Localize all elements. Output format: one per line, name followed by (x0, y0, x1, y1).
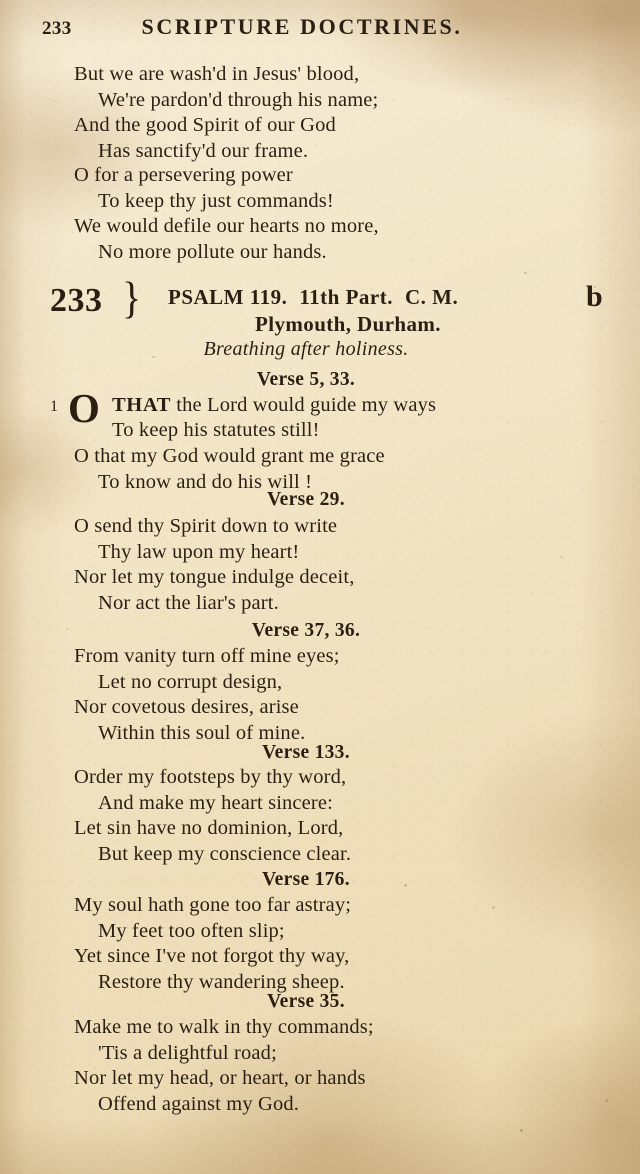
stanza-2 (0, 514, 640, 616)
verse-line: O that my God would grant me grace (74, 445, 385, 467)
hymn-number: 233 (50, 282, 103, 319)
verse-heading: Verse 133. (262, 742, 350, 763)
line-text: the Lord would guide my ways (170, 394, 437, 416)
verse-line (0, 644, 640, 670)
verse-line: Let sin have no dominion, Lord, (74, 817, 344, 840)
verse-line (0, 163, 640, 189)
verse-line (0, 765, 640, 791)
psalm-designation (168, 285, 458, 310)
folio-number: 233 (42, 18, 72, 39)
tune-names: Plymouth, Durham. (255, 312, 441, 336)
line-text: From vanity turn off mine eyes; (74, 645, 340, 667)
stanza-5 (0, 893, 640, 995)
psalm-label: PSALM 119. (168, 285, 288, 309)
verse-line: To know and do his will ! (98, 471, 313, 493)
verse-line (112, 394, 436, 417)
verse-line: And make my heart sincere: (98, 791, 334, 814)
verse-line: Let no corrupt design, (98, 670, 283, 693)
hymn-subtitle: Breathing after holiness. (203, 338, 409, 360)
stanza-continued-3 (0, 62, 640, 164)
line-text: O send thy Spirit down to write (74, 515, 338, 537)
verse-line: Nor act the liar's part. (98, 591, 279, 614)
verse-line: Has sanctify'd our frame. (98, 139, 309, 162)
verse-heading: Verse 29. (267, 489, 345, 510)
running-title: SCRIPTURE DOCTRINES. (141, 14, 463, 39)
verse-line (0, 62, 640, 88)
stanza-4 (0, 765, 640, 867)
verse-heading: Verse 37, 36. (251, 620, 361, 641)
verse-line: But keep my conscience clear. (98, 842, 352, 865)
running-head (0, 14, 640, 44)
line-text: My soul hath gone too far astray; (74, 894, 352, 916)
psalm-part: 11th Part. (299, 285, 393, 309)
stanza-continued-4 (0, 163, 640, 265)
brace-glyph: } (122, 272, 142, 323)
verse-line: Thy law upon my heart! (98, 540, 300, 563)
verse-line (0, 1015, 640, 1041)
line-text: But we are wash'd in Jesus' blood, (74, 63, 360, 85)
verse-line: Restore thy wandering sheep. (98, 970, 345, 993)
verse-line: Nor let my head, or heart, or hands (74, 1067, 366, 1090)
meter-label: C. M. (405, 285, 459, 309)
verse-line (0, 514, 640, 540)
verse-line: To keep his statutes still! (112, 419, 320, 441)
verse-line: 'Tis a delightful road; (98, 1041, 277, 1064)
verse-heading: Verse 5, 33. (256, 369, 356, 390)
verse-line: Within this soul of mine. (98, 721, 306, 744)
stanza-3 (0, 644, 640, 746)
line-text: Make me to walk in thy commands; (74, 1016, 374, 1038)
verse-line: And the good Spirit of our God (74, 114, 336, 137)
line-text-caps: THAT (112, 394, 171, 416)
drop-cap: O (68, 385, 100, 431)
verse-line: Offend against my God. (98, 1092, 300, 1115)
verse-line: We're pardon'd through his name; (98, 88, 379, 111)
verse-line: Yet since I've not forgot thy way, (74, 945, 350, 968)
verse-line: Nor covetous desires, arise (74, 696, 299, 719)
line-text: Order my footsteps by thy word, (74, 766, 347, 788)
stanza-6 (0, 1015, 640, 1117)
verse-line: To keep thy just commands! (98, 189, 334, 212)
flat-margin-mark: b (586, 280, 603, 313)
verse-line (0, 893, 640, 919)
verse-line: Nor let my tongue indulge deceit, (74, 566, 355, 589)
verse-heading: Verse 176. (262, 869, 350, 890)
verse-heading: Verse 35. (267, 991, 345, 1012)
verse-line: No more pollute our hands. (98, 240, 327, 263)
verse-line: We would defile our hearts no more, (74, 215, 379, 238)
stanza-number: 1 (50, 398, 58, 415)
verse-line: My feet too often slip; (98, 919, 285, 942)
line-text: O for a persevering power (74, 164, 293, 186)
